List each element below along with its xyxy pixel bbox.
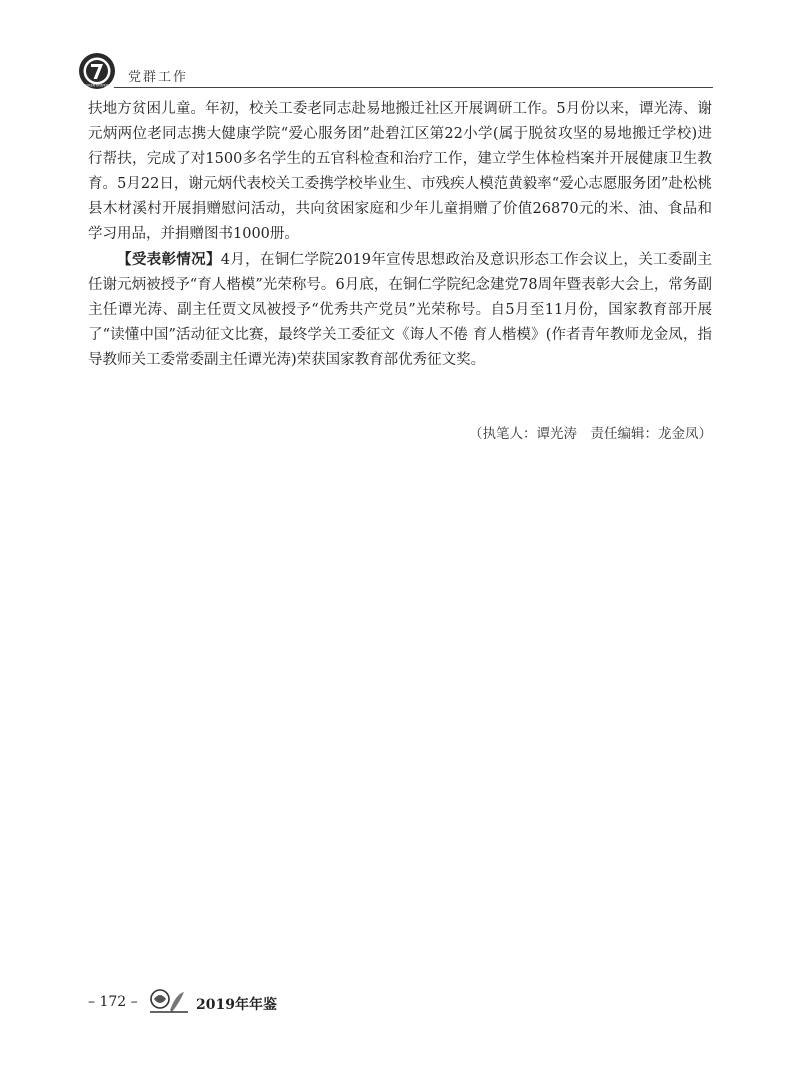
footer-title: 2019年年鉴: [196, 997, 277, 1013]
header-divider: [114, 87, 713, 88]
yearbook-emblem-icon: [148, 986, 190, 1016]
awards-heading: 【受表彰情况】: [117, 251, 221, 268]
page-footer: [88, 986, 348, 1016]
section-label: 党群工作: [128, 70, 189, 85]
page-header: [78, 52, 713, 90]
article-body: [88, 97, 712, 373]
page-number: – 172 –: [88, 994, 138, 1010]
logo-text: TONGREN UNIVERSITY: [79, 83, 115, 88]
paragraph-awards: [88, 247, 712, 373]
author-signature: （执笔人：谭光涛 责任编辑：龙金凤）: [469, 426, 712, 442]
paragraph-poverty-aid: 扶地方贫困儿童。年初，校关工委老同志赴易地搬迁社区开展调研工作。5月份以来，谭光涛、谢元炳两位老同志携大健康学院“爱心服务团”赴碧江区第22小学(属于脱贫攻坚的易地搬迁学校)进行帮扶，完成了对1500多名学生的五官科检查和治疗工作，建立学生体检档案并开展健康卫生教育。5月22日，谢元炳代表校关工委携学校毕业生、市残疾人模范黄毅率“爱心志愿服务团”赴松桃县木材溪村开展捐赠慰问活动，共向贫困家庭和少年儿童捐赠了价值26870元的米、油、食品和学习用品，并捐赠图书1000册。: [88, 101, 712, 242]
awards-text: 4月，在铜仁学院2019年宣传思想政治及意识形态工作会议上，关工委副主任谢元炳被授予“育人楷模”光荣称号。6月底，在铜仁学院纪念建党78周年暨表彰大会上，常务副主任谭光涛、副主任贾文凤被授予“优秀共产党员”光荣称号。自5月至11月份，国家教育部开展了“读懂中国”活动征文比赛，最终学关工委征文《诲人不倦 育人楷模》(作者青年教师龙金凤，指导教师关工委常委副主任谭光涛)荣获国家教育部优秀征文奖。: [88, 252, 713, 368]
university-emblem-icon: [78, 52, 116, 90]
